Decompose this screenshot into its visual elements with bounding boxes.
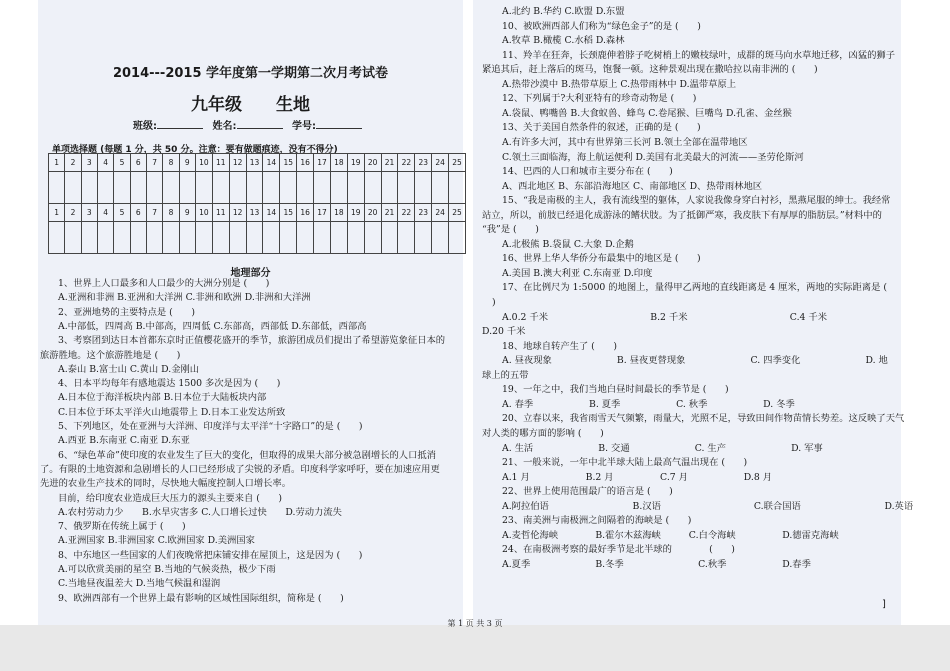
answer-number-row [49,154,466,172]
question-line: 11、羚羊在狂奔，长颈鹿伸着脖子吃树梢上的嫩枝绿叶，成群的斑马向水草地迁移，凶猛的狮子 [502,49,896,61]
answer-number-cell: 19 [347,204,364,222]
answer-input-cell[interactable] [246,222,263,254]
question-line: A. 昼夜现象 B. 昼夜更替现象 C. 四季变化 D. 地 [502,355,888,367]
answer-number-cell: 7 [146,154,162,172]
answer-input-cell[interactable] [97,222,113,254]
answer-number-cell: 16 [297,204,314,222]
answer-input-cell[interactable] [381,172,398,204]
answer-input-cell[interactable] [212,172,229,204]
answer-number-cell: 5 [114,154,130,172]
answer-input-cell[interactable] [415,222,432,254]
question-line: A.0.2 千米 B.2 千米 C.4 千米 [502,311,827,323]
question-line: A、西北地区 B、东部沿海地区 C、南部地区 D、热带雨林地区 [502,180,763,192]
question-line: A.1 月 B.2 月 C.7 月 D.8 月 [502,471,772,483]
answer-input-cell[interactable] [212,222,229,254]
answer-input-cell[interactable] [432,172,449,204]
answer-number-cell: 10 [195,154,212,172]
question-line: 13、关于美国自然条件的叙述，正确的是 ( ) [502,122,701,134]
closing-bracket: ] [882,599,886,610]
question-line: 紧追其后，赶上落后的斑马，饱餐一顿。这种景观出现在撒哈拉以南非洲的 ( ) [482,64,818,76]
answer-number-cell: 22 [398,204,415,222]
question-line: 12、下列属于?大利亚特有的珍奇动物是 ( ) [502,93,697,105]
answer-number-cell: 14 [263,154,280,172]
answer-input-cell[interactable] [263,172,280,204]
answer-number-cell: 10 [195,204,212,222]
subject-label: 生地 [275,95,310,115]
question-line: 旅游胜地。这个旅游胜地是 ( ) [40,349,181,361]
answer-number-cell: 25 [449,204,466,222]
question-line: “我”是 ( ) [482,224,539,236]
question-line: 24、在南极洲考察的最好季节是北半球的 ( ) [502,544,735,556]
answer-number-cell: 24 [432,204,449,222]
question-line: A.袋鼠、鸭嘴兽 B.大食蚁兽、蜂鸟 C.卷尾猴、巨嘴鸟 D.孔雀、金丝猴 [502,107,792,119]
answer-number-cell: 20 [364,154,381,172]
question-line: A.热带沙漠中 B.热带草原上 C.热带雨林中 D.温带草原上 [502,78,737,90]
answer-input-cell[interactable] [130,172,146,204]
question-line: A.中部低，四周高 B.中部高，四周低 C.东部高，西部低 D.东部低，西部高 [58,320,367,332]
answer-input-cell[interactable] [297,172,314,204]
answer-number-cell: 19 [347,154,364,172]
answer-number-cell: 4 [97,204,113,222]
answer-number-cell: 6 [130,204,146,222]
answer-input-cell[interactable] [280,172,297,204]
page-footer: 第 1 页 共 3 页 [447,619,503,628]
answer-number-cell: 4 [97,154,113,172]
answer-number-cell: 9 [179,204,195,222]
question-line: 6、“绿色革命”使印度的农业发生了巨大的变化，但取得的成果大部分被急剧增长的人口抵消 [58,449,436,461]
id-blank[interactable] [316,128,362,129]
question-line: 9、欧洲西部有一个世界上最有影响的区域性国际组织，简称是 ( ) [58,592,344,604]
question-line: 22、世界上使用范围最广的语言是 ( ) [502,486,673,498]
answer-input-cell[interactable] [297,222,314,254]
answer-input-cell[interactable] [81,172,97,204]
answer-input-cell[interactable] [97,172,113,204]
answer-input-cell[interactable] [347,172,364,204]
answer-number-cell: 23 [415,154,432,172]
answer-number-cell: 7 [146,204,162,222]
question-line: ) [492,297,496,308]
question-line: 19、一年之中，我们当地白昼时间最长的季节是 ( ) [502,384,729,396]
question-line: A.阿拉伯语 B.汉语 C.联合国语 D.英语 [502,500,914,512]
question-line: A.北约 B.华约 C.欧盟 D.东盟 [502,6,625,17]
question-line: C.日本位于环太平洋火山地震带上 D.日本工业发达所致 [58,406,286,418]
grade-label: 九年级 [191,95,243,115]
answer-number-cell: 1 [49,154,65,172]
answer-input-cell[interactable] [347,222,364,254]
question-line: 23、南美洲与南极洲之间隔着的海峡是 ( ) [502,515,692,527]
answer-input-cell[interactable] [179,222,195,254]
question-line: A.夏季 B.冬季 C.秋季 D.春季 [502,558,811,570]
answer-number-cell: 15 [280,154,297,172]
answer-input-cell[interactable] [65,222,81,254]
answer-number-cell: 6 [130,154,146,172]
answer-number-cell: 17 [314,154,331,172]
answer-input-cell[interactable] [81,222,97,254]
answer-input-cell[interactable] [146,222,162,254]
question-line: 10、被欧洲西部人们称为“绿色金子”的是 ( ) [502,20,701,32]
answer-input-cell[interactable] [229,172,246,204]
question-line: A.日本位于海洋板块内部 B.日本位于大陆板块内部 [58,392,267,404]
question-line: A.泰山 B.富士山 C.黄山 D.金刚山 [58,363,200,375]
answer-number-cell: 2 [65,204,81,222]
question-line: 2、亚洲地势的主要特点是 ( ) [58,306,195,318]
answer-number-cell: 18 [330,204,347,222]
answer-number-cell: 12 [229,154,246,172]
answer-number-cell: 22 [398,154,415,172]
answer-input-cell[interactable] [49,172,65,204]
answer-grid [48,153,466,254]
answer-input-cell[interactable] [398,172,415,204]
answer-blank-row [49,222,466,254]
answer-input-cell[interactable] [415,172,432,204]
question-line: 4、日本平均每年有感地震达 1500 多次是因为 ( ) [58,378,281,390]
question-line: 17、在比例尺为 1:5000 的地图上，量得甲乙两地的直线距离是 4 厘米，两地的实际距离是 ( [502,282,887,294]
question-line: C.当地昼夜温差大 D.当地气候温和湿润 [58,578,221,590]
student-info [38,117,463,132]
answer-blank-row [49,172,466,204]
answer-input-cell[interactable] [163,222,179,254]
question-line: 3、考察团到达日本首都东京时正值樱花盛开的季节，旅游团成员们提出了希望游览象征日本的 [58,335,446,347]
answer-input-cell[interactable] [179,172,195,204]
question-line: 15、“我是南极的主人，我有流线型的躯体，人家说我像身穿白衬衫，黑燕尾服的绅士。我经常 [502,195,891,207]
answer-input-cell[interactable] [229,222,246,254]
answer-input-cell[interactable] [65,172,81,204]
answer-input-cell[interactable] [449,172,466,204]
answer-input-cell[interactable] [432,222,449,254]
answer-number-cell: 16 [297,154,314,172]
question-line: 20、立春以来，我省雨雪天气频繁，雨量大，光照不足，导致田间作物苗情长势差。这反映了天气 [502,413,905,425]
instructions: 单项选择题 (每题 1 分，共 50 分。注意：要有做题痕迹，没有不得分) [52,145,338,155]
answer-number-cell: 14 [263,204,280,222]
answer-number-cell: 15 [280,204,297,222]
answer-input-cell[interactable] [280,222,297,254]
answer-number-cell: 13 [246,204,263,222]
answer-input-cell[interactable] [163,172,179,204]
answer-input-cell[interactable] [398,222,415,254]
answer-number-cell: 11 [212,154,229,172]
class-label: 班级: [133,121,158,132]
answer-number-cell: 18 [330,154,347,172]
name-label: 姓名: [212,121,237,132]
answer-input-cell[interactable] [330,172,347,204]
question-line: 目前，给印度农业造成巨大压力的源头主要来自 ( ) [58,492,283,504]
question-line: A.牧草 B.橄榄 C.水稻 D.森林 [502,35,625,47]
id-label: 学号: [291,121,316,132]
class-blank[interactable] [157,128,203,129]
answer-input-cell[interactable] [263,222,280,254]
answer-input-cell[interactable] [364,172,381,204]
question-line: A.有许多大河，其中有世界第三长河 B.领土全部在温带地区 [502,136,748,148]
question-line: A.农村劳动力少 B.水旱灾害多 C.人口增长过快 D.劳动力流失 [58,506,342,518]
answer-number-row [49,204,466,222]
question-line: 站立，所以，前肢已经退化成游泳的鳍状肢。为了抵御严寒，我皮肤下有厚厚的脂肪层。”材料中的 [482,209,882,221]
answer-input-cell[interactable] [114,222,130,254]
answer-input-cell[interactable] [195,172,212,204]
question-line: 7、俄罗斯在传统上属于 ( ) [58,521,186,533]
answer-input-cell[interactable] [381,222,398,254]
question-line: 21、一般来说，一年中北半球大陆上最高气温出现在 ( ) [502,457,748,469]
answer-number-cell: 24 [432,154,449,172]
answer-input-cell[interactable] [49,222,65,254]
answer-input-cell[interactable] [246,172,263,204]
question-line: A.麦哲伦海峡 B.霍尔木兹海峡 C.白令海峡 D.德雷克海峡 [502,529,839,541]
answer-number-cell: 5 [114,204,130,222]
answer-input-cell[interactable] [364,222,381,254]
answer-input-cell[interactable] [146,172,162,204]
question-line: 先进的农业生产技术的同时，尽快地大幅度控制人口增长率。 [40,478,292,490]
answer-number-cell: 21 [381,154,398,172]
question-line: A.可以欣赏美丽的星空 B.当地的气候炎热，极少下雨 [58,564,276,575]
answer-number-cell: 13 [246,154,263,172]
question-line: 16、世界上华人华侨分布最集中的地区是 ( ) [502,253,701,265]
answer-number-cell: 9 [179,154,195,172]
question-line: A.北极熊 B.袋鼠 C.大象 D.企鹅 [502,238,634,250]
answer-number-cell: 8 [163,204,179,222]
question-line: A.西亚 B.东南亚 C.南亚 D.东亚 [58,435,190,447]
answer-number-cell: 12 [229,204,246,222]
section-title: 地理部分 [230,268,271,279]
question-line: 14、巴西的人口和城市主要分布在 ( ) [502,166,673,178]
answer-number-cell: 11 [212,204,229,222]
answer-number-cell: 21 [381,204,398,222]
question-line: A.亚洲国家 B.非洲国家 C.欧洲国家 D.美洲国家 [58,535,255,547]
answer-input-cell[interactable] [449,222,466,254]
answer-number-cell: 1 [49,204,65,222]
question-line: A. 春季 B. 夏季 C. 秋季 D. 冬季 [502,398,795,410]
answer-number-cell: 8 [163,154,179,172]
question-line: 5、下列地区，处在亚洲与大洋洲、印度洋与太平洋“十字路口”的是 ( ) [58,421,363,432]
question-line: 18、地球自转产生了 ( ) [502,340,618,352]
name-blank[interactable] [237,128,283,129]
question-line: 球上的五带 [482,369,529,381]
answer-number-cell: 20 [364,204,381,222]
question-line: A. 生活 B. 交通 C. 生产 D. 军事 [502,442,823,454]
question-line: 了。有限的土地资源和急剧增长的人口已经形成了尖锐的矛盾。印度科学家呼吁，要在加速应用更 [40,463,440,475]
answer-input-cell[interactable] [195,222,212,254]
question-line: C.领土三面临海，海上航运便利 D.美国有北美最大的河流——圣劳伦斯河 [502,151,804,163]
answer-number-cell: 23 [415,204,432,222]
question-line: 1、世界上人口最多和人口最少的大洲分别是 ( ) [58,278,270,289]
answer-input-cell[interactable] [130,222,146,254]
question-line: D.20 千米 [482,326,526,338]
answer-number-cell: 25 [449,154,466,172]
exam-title: 2014---2015 学年度第一学期第二次月考试卷 [112,66,389,81]
answer-number-cell: 3 [81,154,97,172]
answer-input-cell[interactable] [314,222,331,254]
question-line: A.亚洲和非洲 B.亚洲和大洋洲 C.非洲和欧洲 D.非洲和大洋洲 [58,292,311,304]
answer-number-cell: 3 [81,204,97,222]
answer-number-cell: 2 [65,154,81,172]
answer-input-cell[interactable] [330,222,347,254]
question-line: 对人类的哪方面的影响 ( ) [482,427,604,439]
answer-input-cell[interactable] [114,172,130,204]
answer-input-cell[interactable] [314,172,331,204]
question-line: 8、中东地区一些国家的人们夜晚常把床铺安排在屋顶上，这是因为 ( ) [58,549,363,561]
answer-number-cell: 17 [314,204,331,222]
grade-subject [38,90,463,115]
question-line: A.美国 B.澳大利亚 C.东南亚 D.印度 [502,267,653,279]
